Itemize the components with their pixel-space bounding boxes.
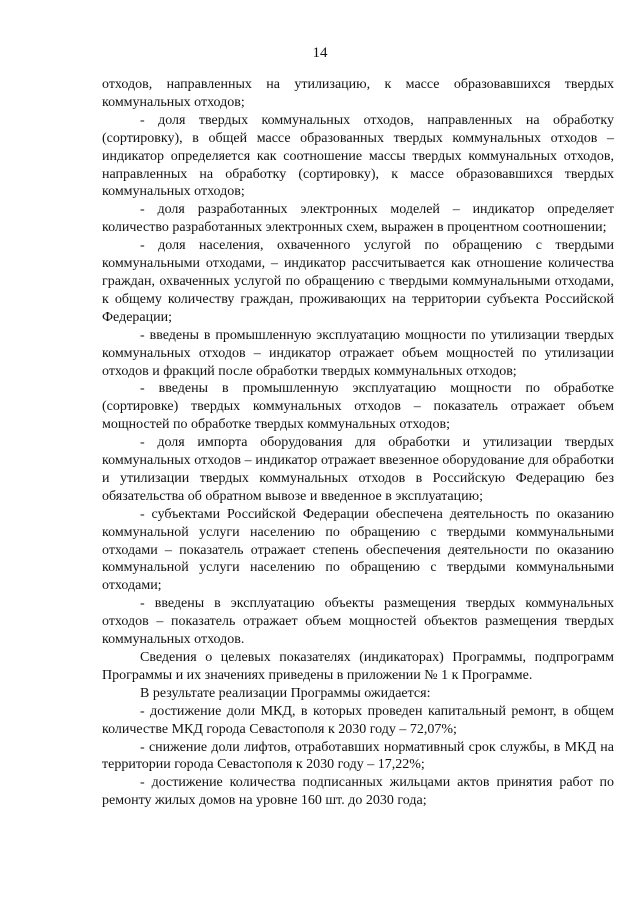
paragraph-8: - субъектами Российской Федерации обеспечена деятельность по оказанию коммунальной услуги населению по обращению с твердыми коммунальными отходами – показатель отражает степень обеспечения деятельности по оказанию коммунальной услуги населению по обращению с твердыми коммунальными отходами; (102, 506, 614, 594)
paragraph-9: - введены в эксплуатацию объекты размещения твердых коммунальных отходов – показатель отражает объем мощностей объектов размещения твердых коммунальных отходов. (102, 596, 614, 648)
paragraph-6: - введены в промышленную эксплуатацию мощности по обработке (сортировке) твердых коммунальных отходов – показатель отражает объем мощностей по обработке твердых коммунальных отходов; (102, 381, 614, 433)
paragraph-13: - снижение доли лифтов, отработавших нормативный срок службы, в МКД на территории города Севастополя к 2030 году – 17,22%; (102, 739, 614, 773)
page-number: 14 (312, 45, 328, 61)
paragraph-2: - доля твердых коммунальных отходов, направленных на обработку (сортировку), в общей массе образованных твердых коммунальных отходов – индикатор определяется как соотношение массы твердых коммунальных отходов, направленных на обработку (сортировку), к массе образовавшихся твердых коммунальных отходов; (102, 112, 614, 200)
paragraph-3: - доля разработанных электронных моделей – индикатор определяет количество разработанных электронных схем, выражен в процентном соотношении; (102, 202, 614, 236)
paragraph-7: - доля импорта оборудования для обработки и утилизации твердых коммунальных отходов – индикатор отражает ввезенное оборудование для обработки и утилизации твердых коммунальных отходов в Российскую Федерацию без обязательства об обратном вывозе и введенное в эксплуатацию; (102, 435, 614, 504)
paragraph-4: - доля населения, охваченного услугой по обращению с твердыми коммунальными отходами, – индикатор рассчитывается как отношение количества граждан, охваченных услугой по обращению с твердыми коммунальными отходами, к общему количеству граждан, проживающих на территории субъекта Российской Федерации; (102, 238, 614, 325)
paragraph-10: Сведения о целевых показателях (индикаторах) Программы, подпрограмм Программы и их значениях приведены в приложении № 1 к Программе. (102, 650, 614, 683)
paragraph-11: В результате реализации Программы ожидается: (140, 685, 431, 701)
paragraph-14: - достижение количества подписанных жильцами актов принятия работ по ремонту жилых домов на уровне 160 шт. до 2030 года; (102, 775, 614, 809)
document-body (102, 76, 614, 810)
paragraph-1: отходов, направленных на утилизацию, к массе образовавшихся твердых коммунальных отходов; (102, 77, 614, 110)
paragraph-5: - введены в промышленную эксплуатацию мощности по утилизации твердых коммунальных отходов – индикатор отражает объем мощностей по утилизации отходов и фракций после обработки твердых коммунальных отходов; (102, 327, 614, 379)
paragraph-12: - достижение доли МКД, в которых проведен капитальный ремонт, в общем количестве МКД города Севастополя к 2030 году – 72,07%; (102, 703, 614, 737)
